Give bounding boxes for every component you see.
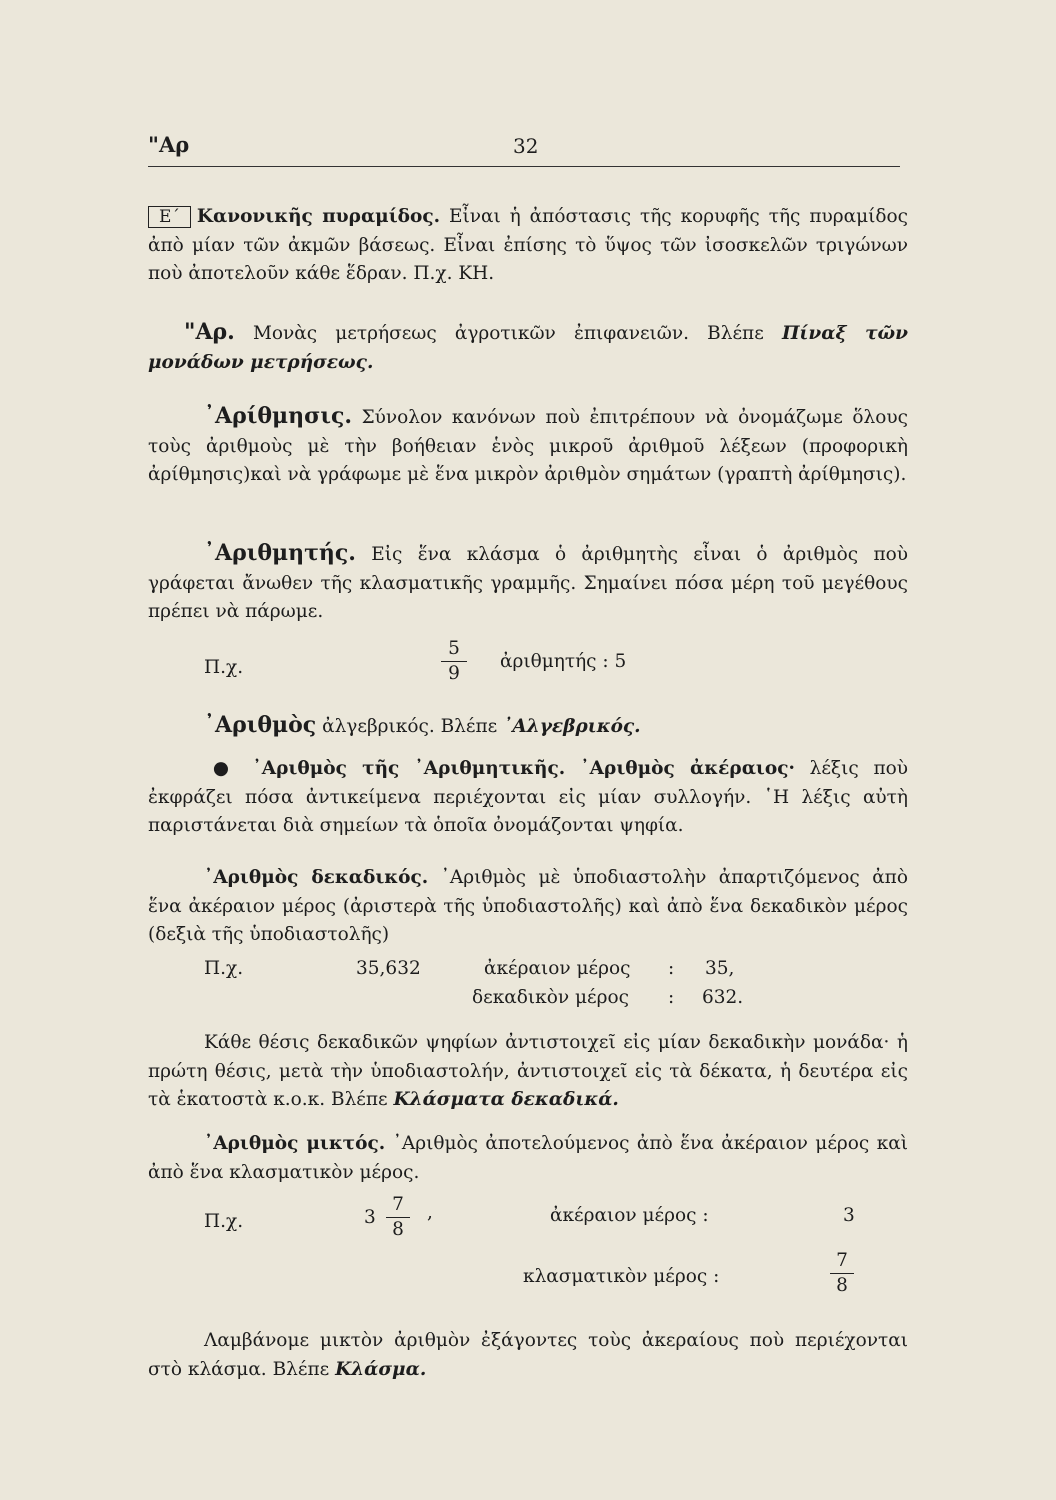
entry-term: ᾽Αριθμὸς τῆς ᾽Αριθμητικῆς. ᾽Αριθμὸς ἀκέραιος· — [252, 758, 795, 779]
bullet: ● — [204, 758, 238, 779]
example-label: Π.χ. — [204, 657, 244, 678]
entry-body: ᾽Αριθμὸς ἀποτελούμενος ἀπὸ ἕνα ἀκέραιον μέρος καὶ ἀπὸ ἕνα κλασματικὸν μέρος. — [148, 1133, 909, 1183]
section-badge: Ε΄ — [148, 206, 191, 228]
entry-body: Εἰς ἕνα κλάσμα ὁ ἀριθμητὴς εἶναι ὁ ἀριθμὸς ποὺ γράφεται ἄνωθεν τῆς κλασματικῆς γραμμῆς. Σημαίνει πόσα μέρη τοῦ μεγέθους πρέπει νὰ πάρωμε. — [148, 544, 908, 622]
running-head: "Αρ — [148, 132, 190, 157]
entry-body: Μονὰς μετρήσεως ἀγροτικῶν ἐπιφανειῶν. Βλέπε — [234, 323, 782, 344]
example-label: Π.χ. — [204, 1211, 244, 1232]
paragraph-body: Κάθε θέσις δεκαδικῶν ψηφίων ἀντιστοιχεῖ εἰς μίαν δεκαδικὴν μονάδα· ἡ πρώτη θέσις, μετὰ τὴν ὑποδιαστολήν, ἀντιστοιχεῖ εἰς τὰ δέκατα, ἡ δευτέρα εἰς τὰ ἑκατοστὰ κ.ο.κ. Βλέπε — [148, 1032, 908, 1110]
entry-arithmos-dekadikos — [148, 864, 908, 950]
integer-part-value: 35, — [705, 958, 735, 979]
integer-part-label: ἀκέραιον μέρος : — [550, 1205, 709, 1226]
paragraph-body: Λαμβάνομε μικτὸν ἀριθμὸν ἐξάγοντες τοὺς ἀκεραίους ποὺ περιέχονται στὸ κλάσμα. Βλέπε — [148, 1330, 908, 1380]
numerator: 7 — [392, 1194, 404, 1215]
entry-reference: Κλάσμα. — [335, 1358, 427, 1380]
entry-arithmitis — [148, 539, 908, 627]
entry-body: Σύνολον κανόνων ποὺ ἐπιτρέπουν νὰ ὀνομάζωμε ὅλους τοὺς ἀριθμοὺς μὲ τὴν βοήθειαν ἑνὸς μικροῦ ἀριθμοῦ λέξεων (προφορικὴ ἀρίθμησις)καὶ νὰ γράφωμε μὲ ἕνα μικρὸν ἀριθμὸν σημάτων (γραπτὴ ἀρίθμησις). — [148, 407, 908, 485]
fraction-7-8 — [386, 1194, 410, 1241]
decimal-part-value: 632. — [702, 987, 744, 1008]
example-number: 35,632 — [356, 958, 421, 979]
entry-arithmos-akeraios — [148, 755, 908, 841]
entry-arithmisis — [148, 402, 908, 490]
entry-term: ᾽Αριθμὸς δεκαδικός. — [204, 867, 429, 888]
denominator: 8 — [392, 1219, 404, 1240]
example-note: ἀριθμητής : 5 — [500, 651, 627, 672]
entry-term: ᾽Αρίθμησις. — [204, 403, 353, 429]
fraction-bar — [441, 661, 467, 662]
entry-reference: Πίναξ τῶν μονάδων μετρήσεως. — [148, 323, 908, 373]
fractional-part-label: κλασματικὸν μέρος : — [523, 1266, 720, 1287]
fraction-bar — [830, 1273, 854, 1274]
entry-reference: ᾽Αλγεβρικός. — [503, 716, 641, 737]
numerator: 7 — [836, 1250, 848, 1271]
entry-term: ᾽Αριθμὸς — [204, 712, 317, 738]
entry-ar — [148, 318, 908, 377]
entry-arithmos-algebrikos — [148, 711, 908, 742]
comma: , — [427, 1202, 433, 1223]
entry-reference: Κλάσματα δεκαδικά. — [393, 1089, 619, 1110]
entry-term: ᾽Αριθμητής. — [204, 540, 356, 566]
numerator: 5 — [448, 638, 460, 659]
denominator: 8 — [836, 1275, 848, 1296]
entry-arithmos-miktos — [148, 1130, 908, 1187]
fraction-5-9 — [441, 638, 467, 685]
entry-body: Εἶναι ἡ ἀπόστασις τῆς κορυφῆς τῆς πυραμίδος ἀπὸ μίαν τῶν ἀκμῶν βάσεως. Εἶναι ἐπίσης τὸ ὕψος τῶν ἰσοσκελῶν τριγώνων ποὺ ἀποτελοῦν κάθε ἕδραν. Π.χ. ΚΗ. — [148, 206, 909, 284]
integer-part-value: 3 — [843, 1205, 855, 1226]
integer-part-label: ἀκέραιον μέρος — [484, 958, 631, 979]
entry-term: "Αρ. — [184, 319, 235, 345]
entry-body: ἀλγεβρικός. Βλέπε — [316, 716, 504, 737]
header-rule — [148, 166, 900, 167]
entry-body: λέξις ποὺ ἐκφράζει πόσα ἀντικείμενα περιέχονται εἰς μίαν συλλογήν. ῾Η λέξις αὐτὴ παριστάνεται διὰ σημείων τὰ ὁποῖα ὀνομάζονται ψηφία. — [148, 758, 908, 836]
denominator: 9 — [448, 663, 460, 684]
example-label: Π.χ. — [204, 958, 244, 979]
entry-term: Κανονικῆς πυραμίδος. — [196, 206, 441, 227]
entry-body: ᾽Αριθμὸς μὲ ὑποδιαστολὴν ἀπαρτιζόμενος ἀπὸ ἕνα ἀκέραιον μέρος (ἀριστερὰ τῆς ὑποδιαστολῆς) καὶ ἀπὸ ἕνα δεκαδικὸν μέρος (δεξιὰ τῆς ὑποδιαστολῆς) — [148, 867, 908, 945]
entry-term: ᾽Αριθμὸς μικτός. — [204, 1133, 386, 1154]
mixed-whole: 3 — [364, 1207, 376, 1228]
fraction-7-8-part — [830, 1250, 854, 1297]
fraction-bar — [386, 1217, 410, 1218]
paragraph-decimal-places — [148, 1029, 908, 1115]
paragraph-mixed-number — [148, 1327, 908, 1384]
colon: : — [668, 958, 675, 979]
colon: : — [668, 987, 675, 1008]
page-number: 32 — [513, 134, 539, 158]
entry-kanonikis-pyramidos — [148, 203, 908, 289]
decimal-part-label: δεκαδικὸν μέρος — [472, 987, 629, 1008]
